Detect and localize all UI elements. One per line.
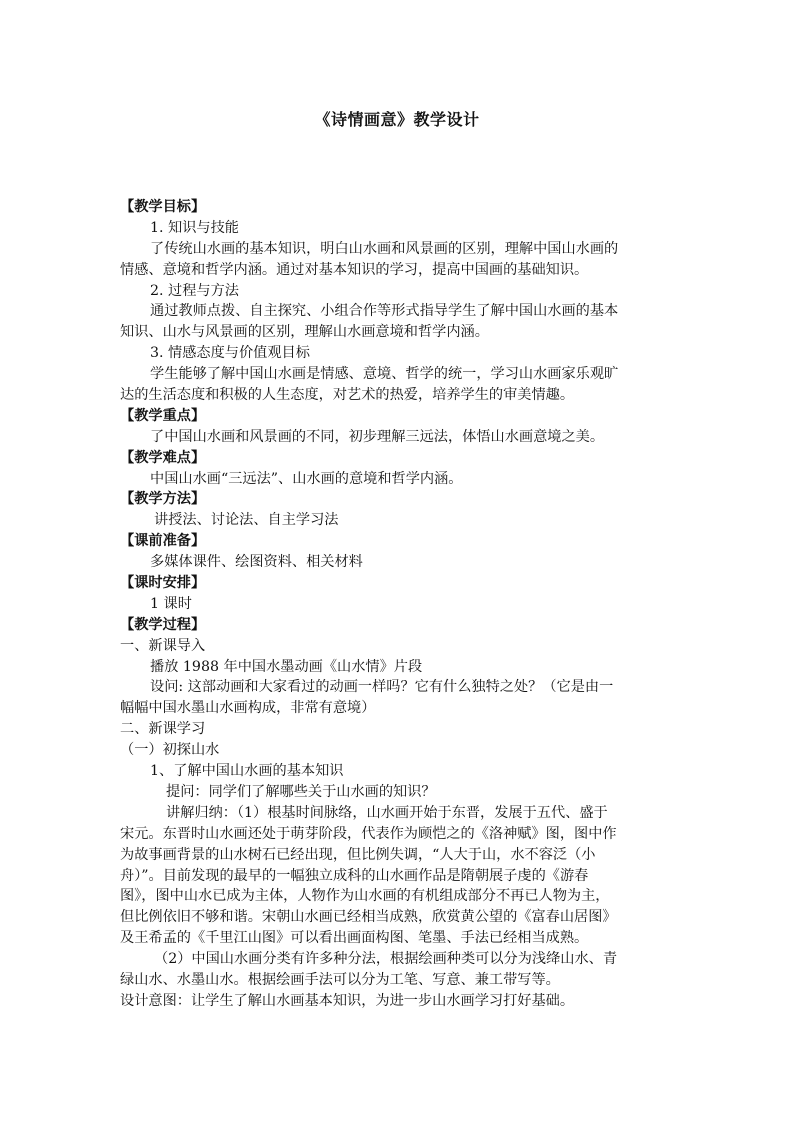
body-line: 为故事画背景的山水树石已经出现，但比例失调，“人大于山，水不容泛（小 [120, 846, 596, 863]
body-line: 舟）”。目前发现的最早的一幅独立成科的山水画作品是隋朝展子虔的《游春 [120, 867, 589, 884]
document-body [120, 197, 680, 1012]
body-line: （2）中国山水画分类有许多种分法，根据绘画种类可以分为浅绛山水、青 [154, 951, 618, 968]
body-line: 知识、山水与风景画的区别，理解山水画意境和哲学内涵。 [120, 324, 489, 341]
section-heading: 【教学目标】 [120, 199, 206, 215]
section-heading: 【教学过程】 [120, 616, 206, 633]
body-line: 及王希孟的《千里江山图》可以看出画面构图、笔墨、手法已经相当成熟。 [120, 930, 589, 947]
section-heading: 【教学重点】 [120, 407, 206, 424]
body-line: 2. 过程与方法 [150, 282, 239, 299]
body-line: 学生能够了解中国山水画是情感、意境、哲学的统一，学习山水画家乐观旷 [150, 366, 619, 383]
body-line: 了传统山水画的基本知识，明白山水画和风景画的区别，理解中国山水画的 [150, 240, 619, 257]
body-line: 但比例依旧不够和谐。宋朝山水画已经相当成熟，欣赏黄公望的《富春山居图》 [120, 909, 617, 926]
body-line: 了中国山水画和风景画的不同，初步理解三远法，体悟山水画意境之美。 [150, 428, 605, 445]
body-line: 多媒体课件、绘图资料、相关材料 [150, 554, 363, 571]
body-line: 二、新课学习 [120, 721, 206, 738]
body-line: 播放 1988 年中国水墨动画《山水情》片段 [150, 658, 423, 675]
body-line: 设计意图：让学生了解山水画基本知识，为进一步山水画学习打好基础。 [120, 992, 575, 1009]
body-line: 讲授法、讨论法、自主学习法 [154, 512, 339, 529]
section-heading: 【课前准备】 [120, 533, 206, 550]
body-line: 1 课时 [150, 595, 192, 612]
body-line: 情感、意境和哲学内涵。通过对基本知识的学习，提高中国画的基础知识。 [120, 261, 589, 278]
body-line: 1、了解中国山水画的基本知识 [150, 763, 344, 780]
section-heading: 【教学难点】 [120, 449, 206, 466]
body-line: 通过教师点拨、自主探究、小组合作等形式指导学生了解中国山水画的基本 [150, 303, 619, 320]
body-line: 中国山水画“三远法”、山水画的意境和哲学内涵。 [150, 470, 463, 487]
section-heading: 【教学方法】 [120, 491, 206, 508]
body-line: 提问：同学们了解哪些关于山水画的知识？ [166, 783, 436, 800]
section-heading: 【课时安排】 [120, 575, 206, 592]
body-line: （一）初探山水 [120, 742, 220, 759]
body-line: 幅幅中国水墨山水画构成，非常有意境） [120, 700, 376, 717]
document-title: 《诗情画意》教学设计 [314, 110, 480, 129]
body-line: 讲解归纳：（1）根基时间脉络，山水画开始于东晋，发展于五代、盛于 [166, 804, 608, 821]
body-line: 绿山水、水墨山水。根据绘画手法可以分为工笔、写意、兼工带写等。 [120, 971, 560, 988]
body-line: 设问: 这部动画和大家看过的动画一样吗？它有什么独特之处？（它是由一 [150, 679, 614, 696]
body-line: 一、新课导入 [120, 637, 206, 654]
body-line: 1. 知识与技能 [150, 219, 239, 236]
body-line: 图》，图中山水已成为主体，人物作为山水画的有机组成部分不再已人物为主， [120, 888, 610, 905]
body-line: 达的生活态度和积极的人生态度，对艺术的热爱，培养学生的审美情趣。 [120, 387, 575, 404]
body-line: 3. 情感态度与价值观目标 [150, 345, 310, 362]
body-line: 宋元。东晋时山水画还处于萌芽阶段，代表作为顾恺之的《洛神赋》图，图中作 [120, 825, 617, 842]
